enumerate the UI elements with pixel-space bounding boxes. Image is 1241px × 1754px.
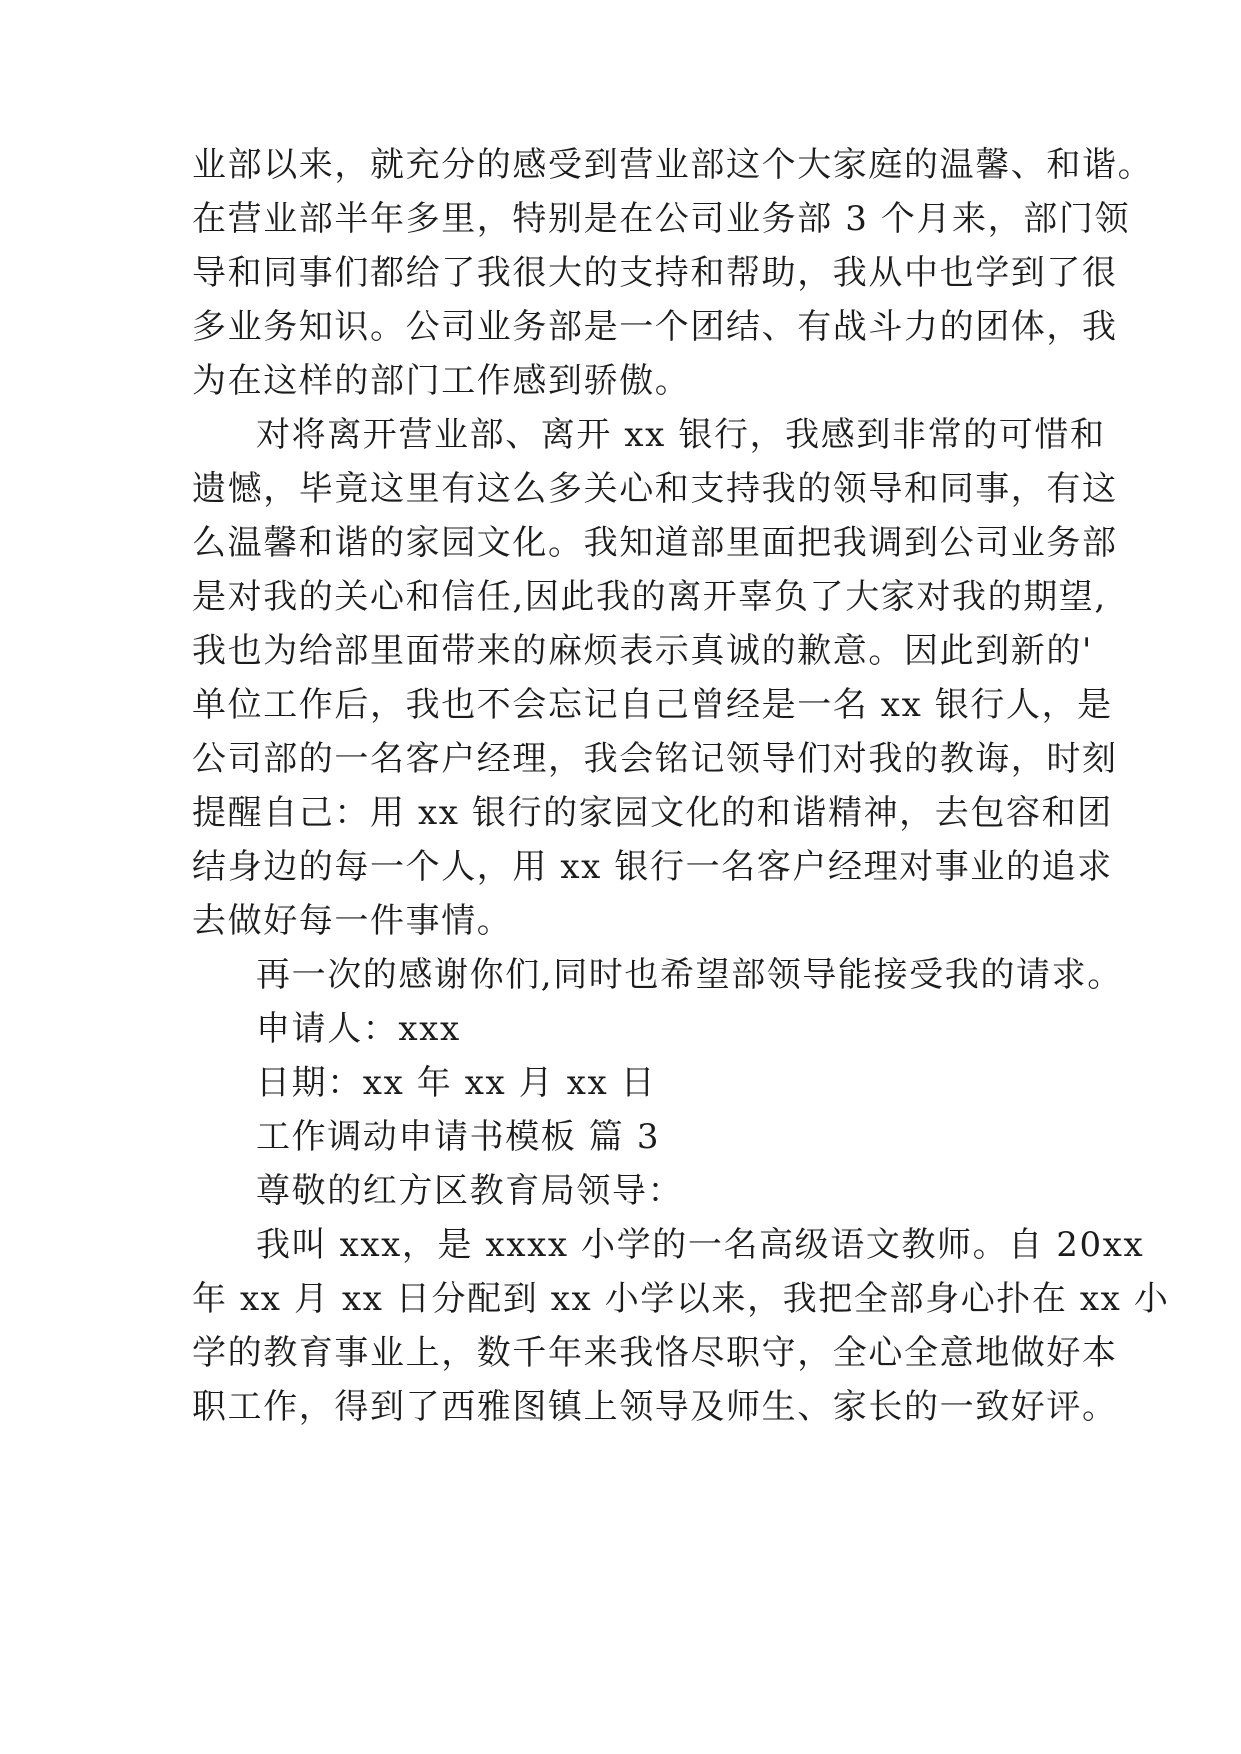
section-heading: 工作调动申请书模板 篇 3 [256, 1117, 661, 1157]
date-line: 日期：xx 年 xx 月 xx 日 [256, 1063, 657, 1103]
text-line: 我也为给部里面带来的麻烦表示真诚的歉意。因此到新的' [192, 631, 1093, 671]
text-line: 是对我的关心和信任,因此我的离开辜负了大家对我的期望, [192, 577, 1107, 617]
text-line: 为在这样的部门工作感到骄傲。 [192, 361, 691, 401]
text-line: 公司部的一名客户经理，我会铭记领导们对我的教诲，时刻 [192, 739, 1118, 779]
text-line: 么温馨和谐的家园文化。我知道部里面把我调到公司业务部 [192, 523, 1118, 563]
text-line: 年 xx 月 xx 日分配到 xx 小学以来，我把全部身心扑在 xx 小 [192, 1279, 1170, 1319]
text-line: 单位工作后，我也不会忘记自己曾经是一名 xx 银行人，是 [192, 685, 1113, 725]
applicant-line: 申请人：xxx [256, 1009, 461, 1049]
text-line: 提醒自己：用 xx 银行的家园文化的和谐精神，去包容和团 [192, 793, 1113, 833]
text-line: 学的教育事业上，数千年来我恪尽职守，全心全意地做好本 [192, 1333, 1118, 1373]
text-line: 去做好每一件事情。 [192, 901, 513, 941]
text-line: 遗憾，毕竟这里有这么多关心和支持我的领导和同事，有这 [192, 469, 1118, 509]
text-line: 在营业部半年多里，特别是在公司业务部 3 个月来，部门领 [192, 199, 1131, 239]
paragraph-first-line: 再一次的感谢你们,同时也希望部领导能接受我的请求。 [256, 955, 1123, 995]
text-line: 职工作，得到了西雅图镇上领导及师生、家长的一致好评。 [192, 1387, 1118, 1427]
text-line: 导和同事们都给了我很大的支持和帮助，我从中也学到了很 [192, 253, 1118, 293]
paragraph-first-line: 我叫 xxx，是 xxxx 小学的一名高级语文教师。自 20xx [256, 1225, 1145, 1265]
text-line: 业部以来，就充分的感受到营业部这个大家庭的温馨、和谐。 [192, 145, 1154, 185]
paragraph-first-line: 对将离开营业部、离开 xx 银行，我感到非常的可惜和 [256, 415, 1106, 455]
text-line: 多业务知识。公司业务部是一个团结、有战斗力的团体，我 [192, 307, 1118, 347]
salutation-line: 尊敬的红方区教育局领导： [256, 1171, 684, 1211]
text-line: 结身边的每一个人，用 xx 银行一名客户经理对事业的追求 [192, 847, 1113, 887]
